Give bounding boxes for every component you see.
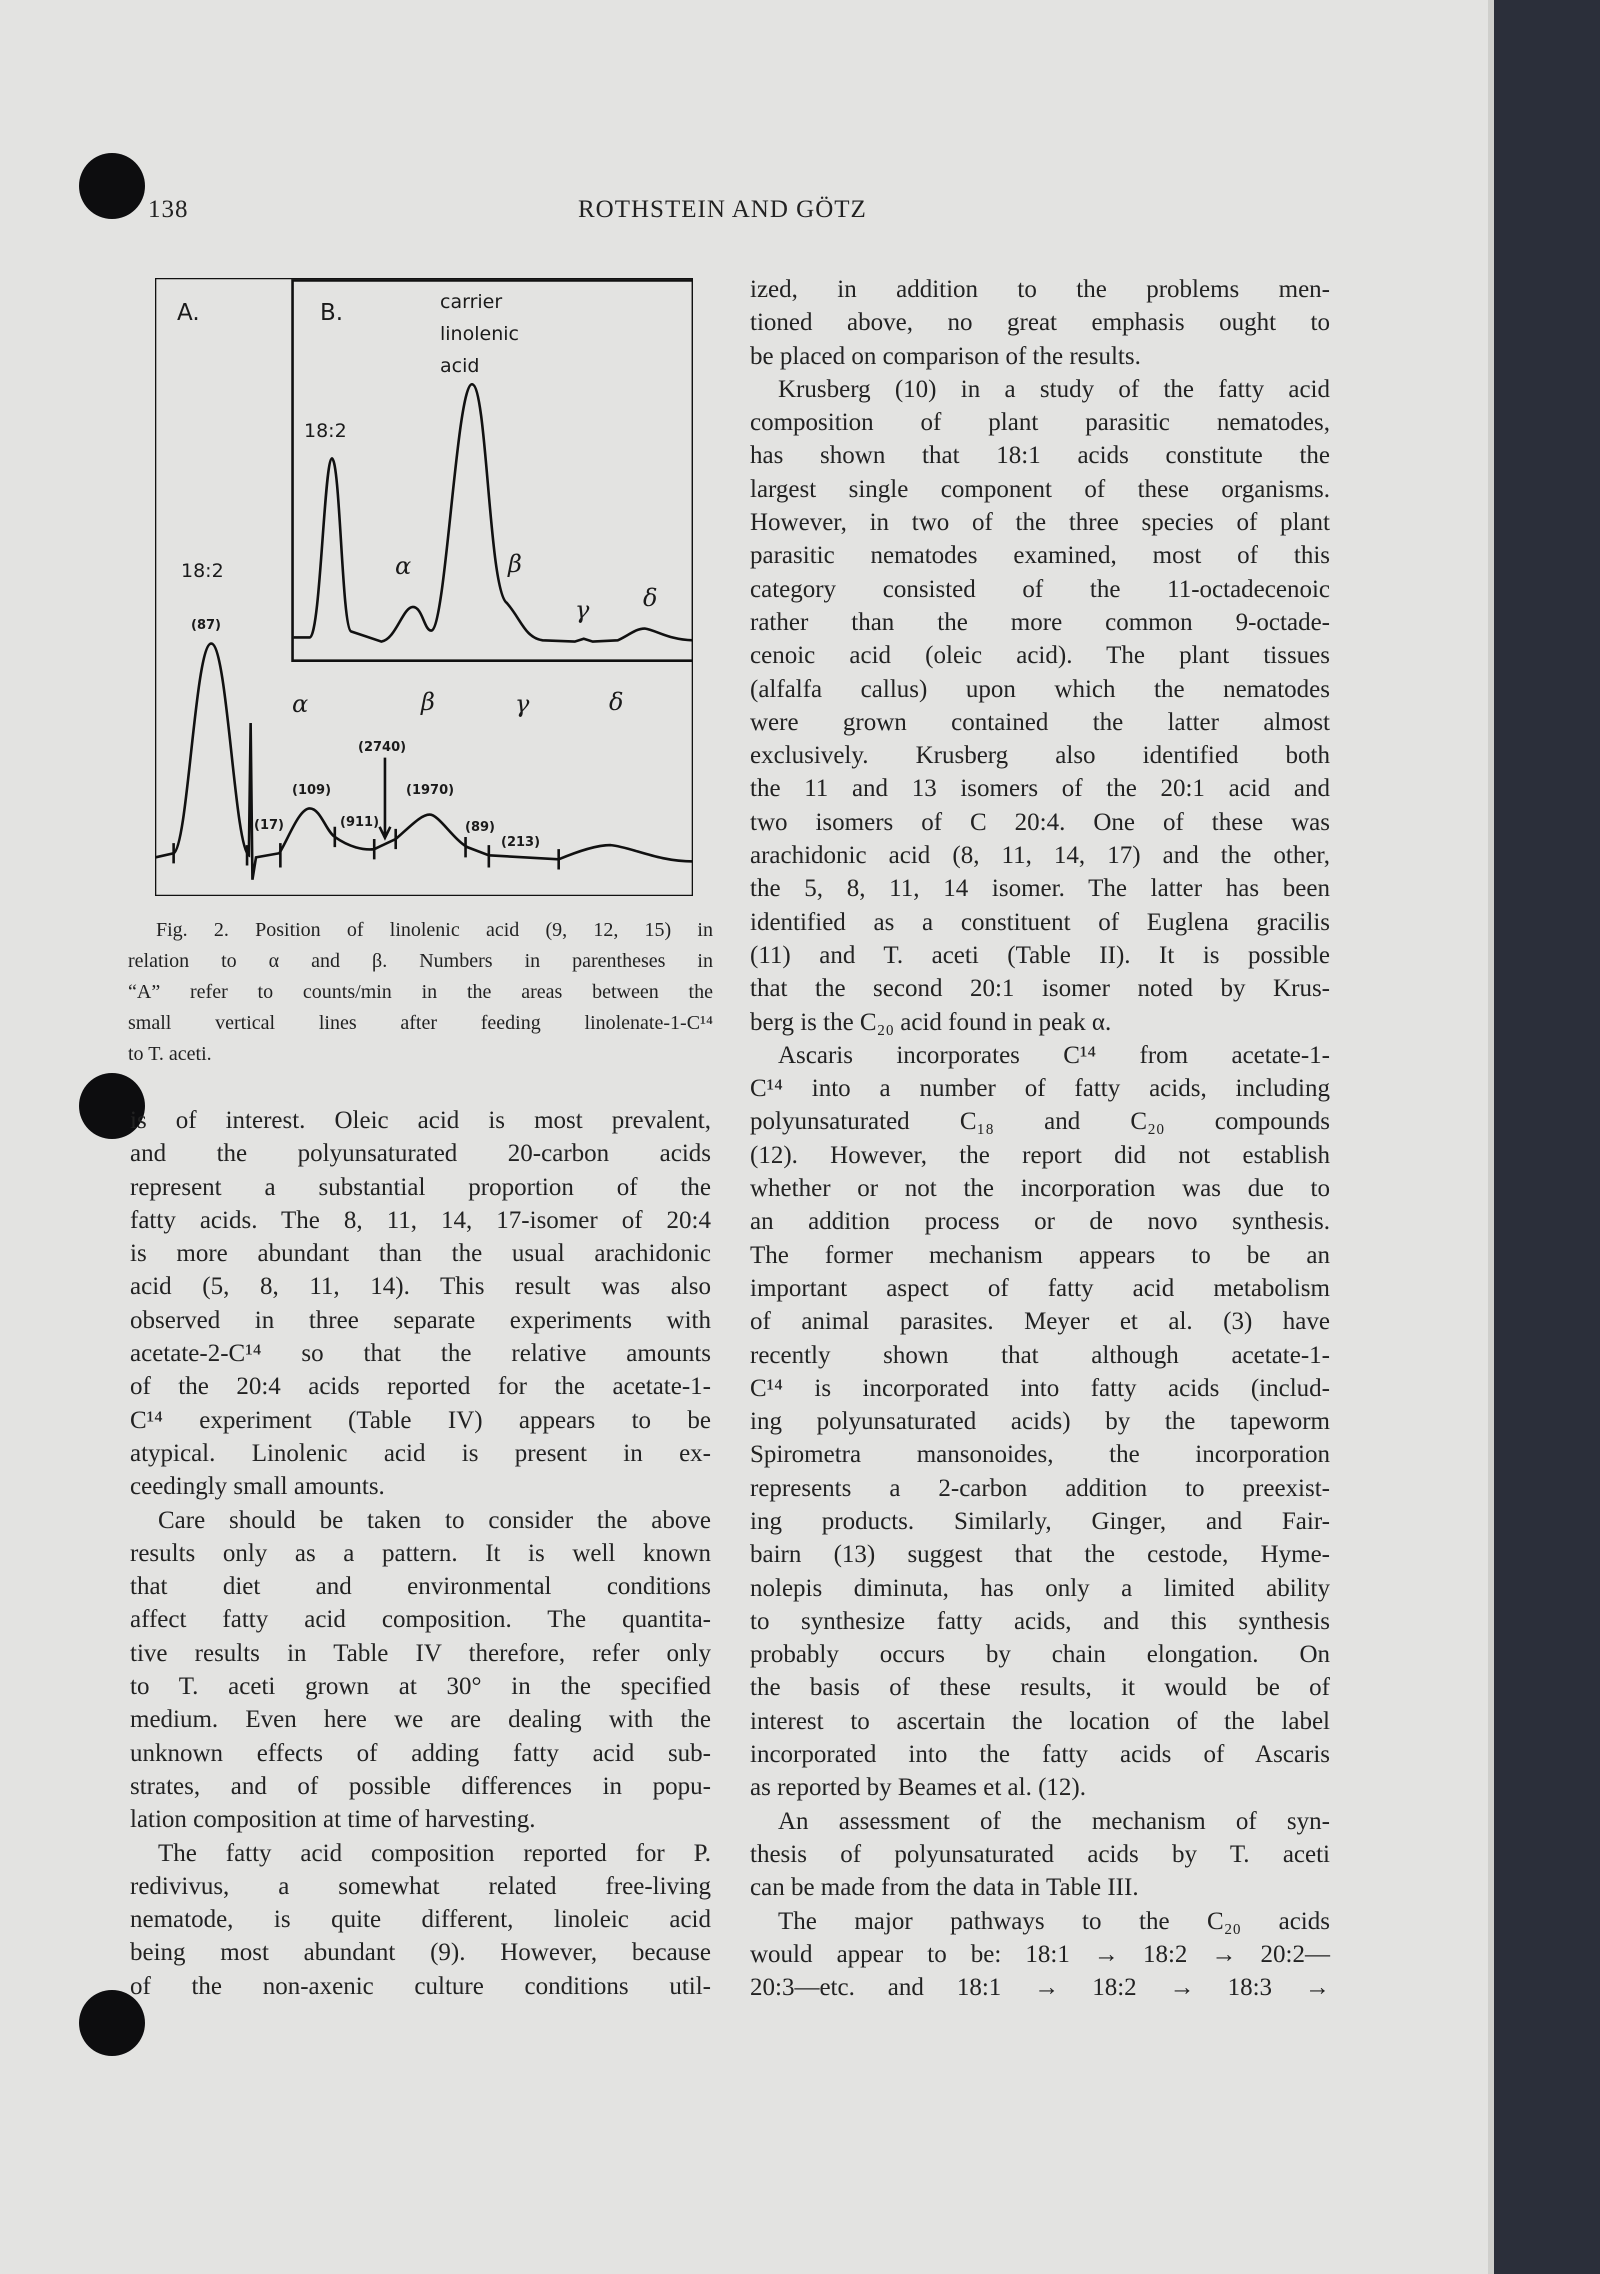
text-line: The former mechanism appears to be an [750,1241,1330,1269]
panel-b-delta: δ [643,584,658,612]
text-line: (12). However, the report did not establish [750,1141,1330,1169]
text-line: ing products. Similarly, Ginger, and Fair- [750,1507,1330,1535]
right-text-column [750,273,1330,2004]
count-label: (1970) [406,783,455,798]
text-line: as reported by Beames et al. (12). [750,1774,1086,1802]
arrow-2740 [380,758,391,838]
text-line: being most abundant (9). However, because [130,1939,711,1967]
count-label: (2740) [358,740,407,755]
text-line: ized, in addition to the problems men- [750,276,1330,303]
text-line: represent a substantial proportion of the [130,1173,711,1201]
text-line: exclusively. Krusberg also identified both [750,742,1330,770]
count-label: (213) [501,835,541,850]
text-line: ceedingly small amounts. [130,1473,385,1501]
count-label: (17) [254,818,284,833]
text-line: acid (5, 8, 11, 14). This result was also [130,1273,711,1301]
text-line: C¹⁴ into a number of fatty acids, including [750,1075,1330,1103]
text-line: is more abundant than the usual arachidonic [130,1240,711,1268]
paragraph [750,1039,1330,1805]
panel-b-trace [294,384,693,641]
text-line: can be made from the data in Table III. [750,1874,1139,1902]
text-line: has shown that 18:1 acids constitute the [750,442,1330,470]
caption-line: to T. aceti. [128,1043,212,1065]
text-line: important aspect of fatty acid metabolism [750,1274,1330,1302]
panel-b-beta: β [508,550,522,578]
text-line: parasitic nematodes examined, most of this [750,542,1330,570]
text-line: acetate-2-C¹⁴ so that the relative amounts [130,1340,711,1368]
text-line: observed in three separate experiments with [130,1306,711,1334]
text-line: Krusberg (10) in a study of the fatty acid [778,375,1330,403]
text-line: tioned above, no great emphasis ought to [750,309,1330,337]
paragraph [130,1504,711,1837]
text-line: whether or not the incorporation was due to [750,1175,1330,1203]
panel-a-gamma: γ [515,690,530,718]
text-line: of the 20:4 acids reported for the acetate-1- [130,1373,711,1401]
annotation-line: acid [440,355,480,377]
text-line: unknown effects of adding fatty acid sub- [130,1739,711,1767]
figure-frame [155,278,693,896]
panel-a-beta: β [421,688,435,716]
text-line: affect fatty acid composition. The quantita- [130,1606,711,1634]
text-line: largest single component of these organisms. [750,475,1330,503]
text-line: bairn (13) suggest that the cestode, Hyme- [750,1541,1330,1569]
text-line: nematode, is quite different, linoleic acid [130,1906,711,1934]
text-line: The major pathways to the C₂₀ acids [778,1907,1330,1935]
text-line: C¹⁴ is incorporated into fatty acids (includ- [750,1374,1330,1402]
text-line: category consisted of the 11-octadecenoic [750,575,1330,603]
figure-caption [128,915,713,1070]
text-line: nolepis diminuta, has only a limited ability [750,1574,1330,1602]
paragraph [750,1905,1330,2005]
text-line: an addition process or de novo synthesis. [750,1208,1330,1236]
text-line: redivivus, a somewhat related free-living [130,1872,711,1900]
text-line: However, in two of the three species of plant [750,509,1330,537]
page-edge [1488,0,1494,2274]
text-line: Care should be taken to consider the above [158,1506,711,1534]
text-line: C¹⁴ experiment (Table IV) appears to be [130,1406,711,1434]
text-line: that the second 20:1 isomer noted by Krus- [750,975,1330,1003]
panel-a-peak-label: 18:2 [181,560,224,582]
caption-line: relation to α and β. Numbers in parentheses in [128,950,713,972]
count-label: (109) [292,783,332,798]
text-line: Ascaris incorporates C¹⁴ from acetate-1- [778,1041,1330,1069]
carrier-annotation [440,286,519,382]
text-line: lation composition at time of harvesting. [130,1806,536,1834]
panel-b-alpha: α [395,552,412,580]
text-line: is of interest. Oleic acid is most prevalent, [130,1107,711,1134]
text-line: recently shown that although acetate-1- [750,1341,1330,1369]
text-line: to T. aceti grown at 30° in the specified [130,1673,711,1701]
text-line: the basis of these results, it would be of [750,1674,1330,1702]
punch-hole-top [79,153,145,219]
text-line: thesis of polyunsaturated acids by T. aceti [750,1840,1330,1868]
caption-line: “A” refer to counts/min in the areas between the [128,981,713,1003]
text-line: arachidonic acid (8, 11, 14, 17) and the other, [750,842,1330,870]
panel-b-peak-label: 18:2 [304,420,347,442]
text-line: be placed on comparison of the results. [750,342,1141,370]
text-line: identified as a constituent of Euglena gracilis [750,908,1330,936]
panel-a-delta: δ [609,688,624,716]
annotation-line: carrier [440,291,503,313]
text-line: Spirometra mansonoides, the incorporation [750,1441,1330,1469]
text-line: (alfalfa callus) upon which the nematodes [750,675,1330,703]
text-line: of animal parasites. Meyer et al. (3) have [750,1308,1330,1336]
text-line: the 11 and 13 isomers of the 20:1 acid and [750,775,1330,803]
page-number: 138 [148,196,189,223]
text-line: interest to ascertain the location of the label [750,1707,1330,1735]
count-label: (89) [465,820,495,835]
panel-b-label: B. [320,300,344,326]
text-line: strates, and of possible differences in popu- [130,1772,711,1800]
text-line: An assessment of the mechanism of syn- [778,1807,1330,1835]
panel-a-trace [156,644,693,880]
text-line: composition of plant parasitic nematodes, [750,409,1330,437]
text-line: atypical. Linolenic acid is present in ex- [130,1439,711,1467]
chromatogram-plot [155,278,693,896]
text-line: results only as a pattern. It is well known [130,1539,711,1567]
text-line: two isomers of C 20:4. One of these was [750,808,1330,836]
text-line: ing polyunsaturated acids) by the tapeworm [750,1408,1330,1436]
text-line: (11) and T. aceti (Table II). It is possible [750,941,1330,969]
text-line: polyunsaturated C₁₈ and C₂₀ compounds [750,1108,1330,1136]
paragraph [750,273,1330,373]
text-line: and the polyunsaturated 20-carbon acids [130,1140,711,1168]
paragraph [130,1837,711,2003]
text-line: berg is the C₂₀ acid found in peak α. [750,1008,1112,1036]
text-line: that diet and environmental conditions [130,1573,711,1601]
text-line: tive results in Table IV therefore, refer only [130,1639,711,1667]
text-line: represents a 2-carbon addition to preexist- [750,1474,1330,1502]
paragraph [750,1805,1330,1905]
text-line: cenoic acid (oleic acid). The plant tissues [750,642,1330,670]
caption-line: Fig. 2. Position of linolenic acid (9, 12, 15) in [156,919,713,941]
text-line: the 5, 8, 11, 14 isomer. The latter has been [750,875,1330,903]
count-label: (87) [191,618,221,633]
caption-line: small vertical lines after feeding linolenate-1-C¹⁴ [128,1012,713,1034]
paragraph [750,373,1330,1039]
text-line: The fatty acid composition reported for P. [158,1839,711,1867]
text-line: medium. Even here we are dealing with the [130,1706,711,1734]
annotation-line: linolenic [440,323,519,345]
text-line: were grown contained the latter almost [750,708,1330,736]
text-line: incorporated into the fatty acids of Ascaris [750,1741,1330,1769]
text-line: of the non-axenic culture conditions util- [130,1972,711,2000]
text-line: 20:3—etc. and 18:1 → 18:2 → 18:3 → [750,1974,1330,2002]
figure-2 [155,278,693,896]
text-line: would appear to be: 18:1 → 18:2 → 20:2— [750,1940,1330,1968]
panel-b-gamma: γ [575,596,590,624]
text-line: rather than the more common 9-octade- [750,608,1330,636]
left-text-column [130,1104,711,2003]
panel-a-label: A. [177,300,200,326]
text-line: fatty acids. The 8, 11, 14, 17-isomer of 20:4 [130,1206,711,1234]
text-line: probably occurs by chain elongation. On [750,1641,1330,1669]
running-title: ROTHSTEIN AND GÖTZ [578,196,867,223]
paragraph [130,1104,711,1504]
text-line: to synthesize fatty acids, and this synthesis [750,1607,1330,1635]
count-label: (911) [340,815,380,830]
panel-a-alpha: α [292,690,309,718]
